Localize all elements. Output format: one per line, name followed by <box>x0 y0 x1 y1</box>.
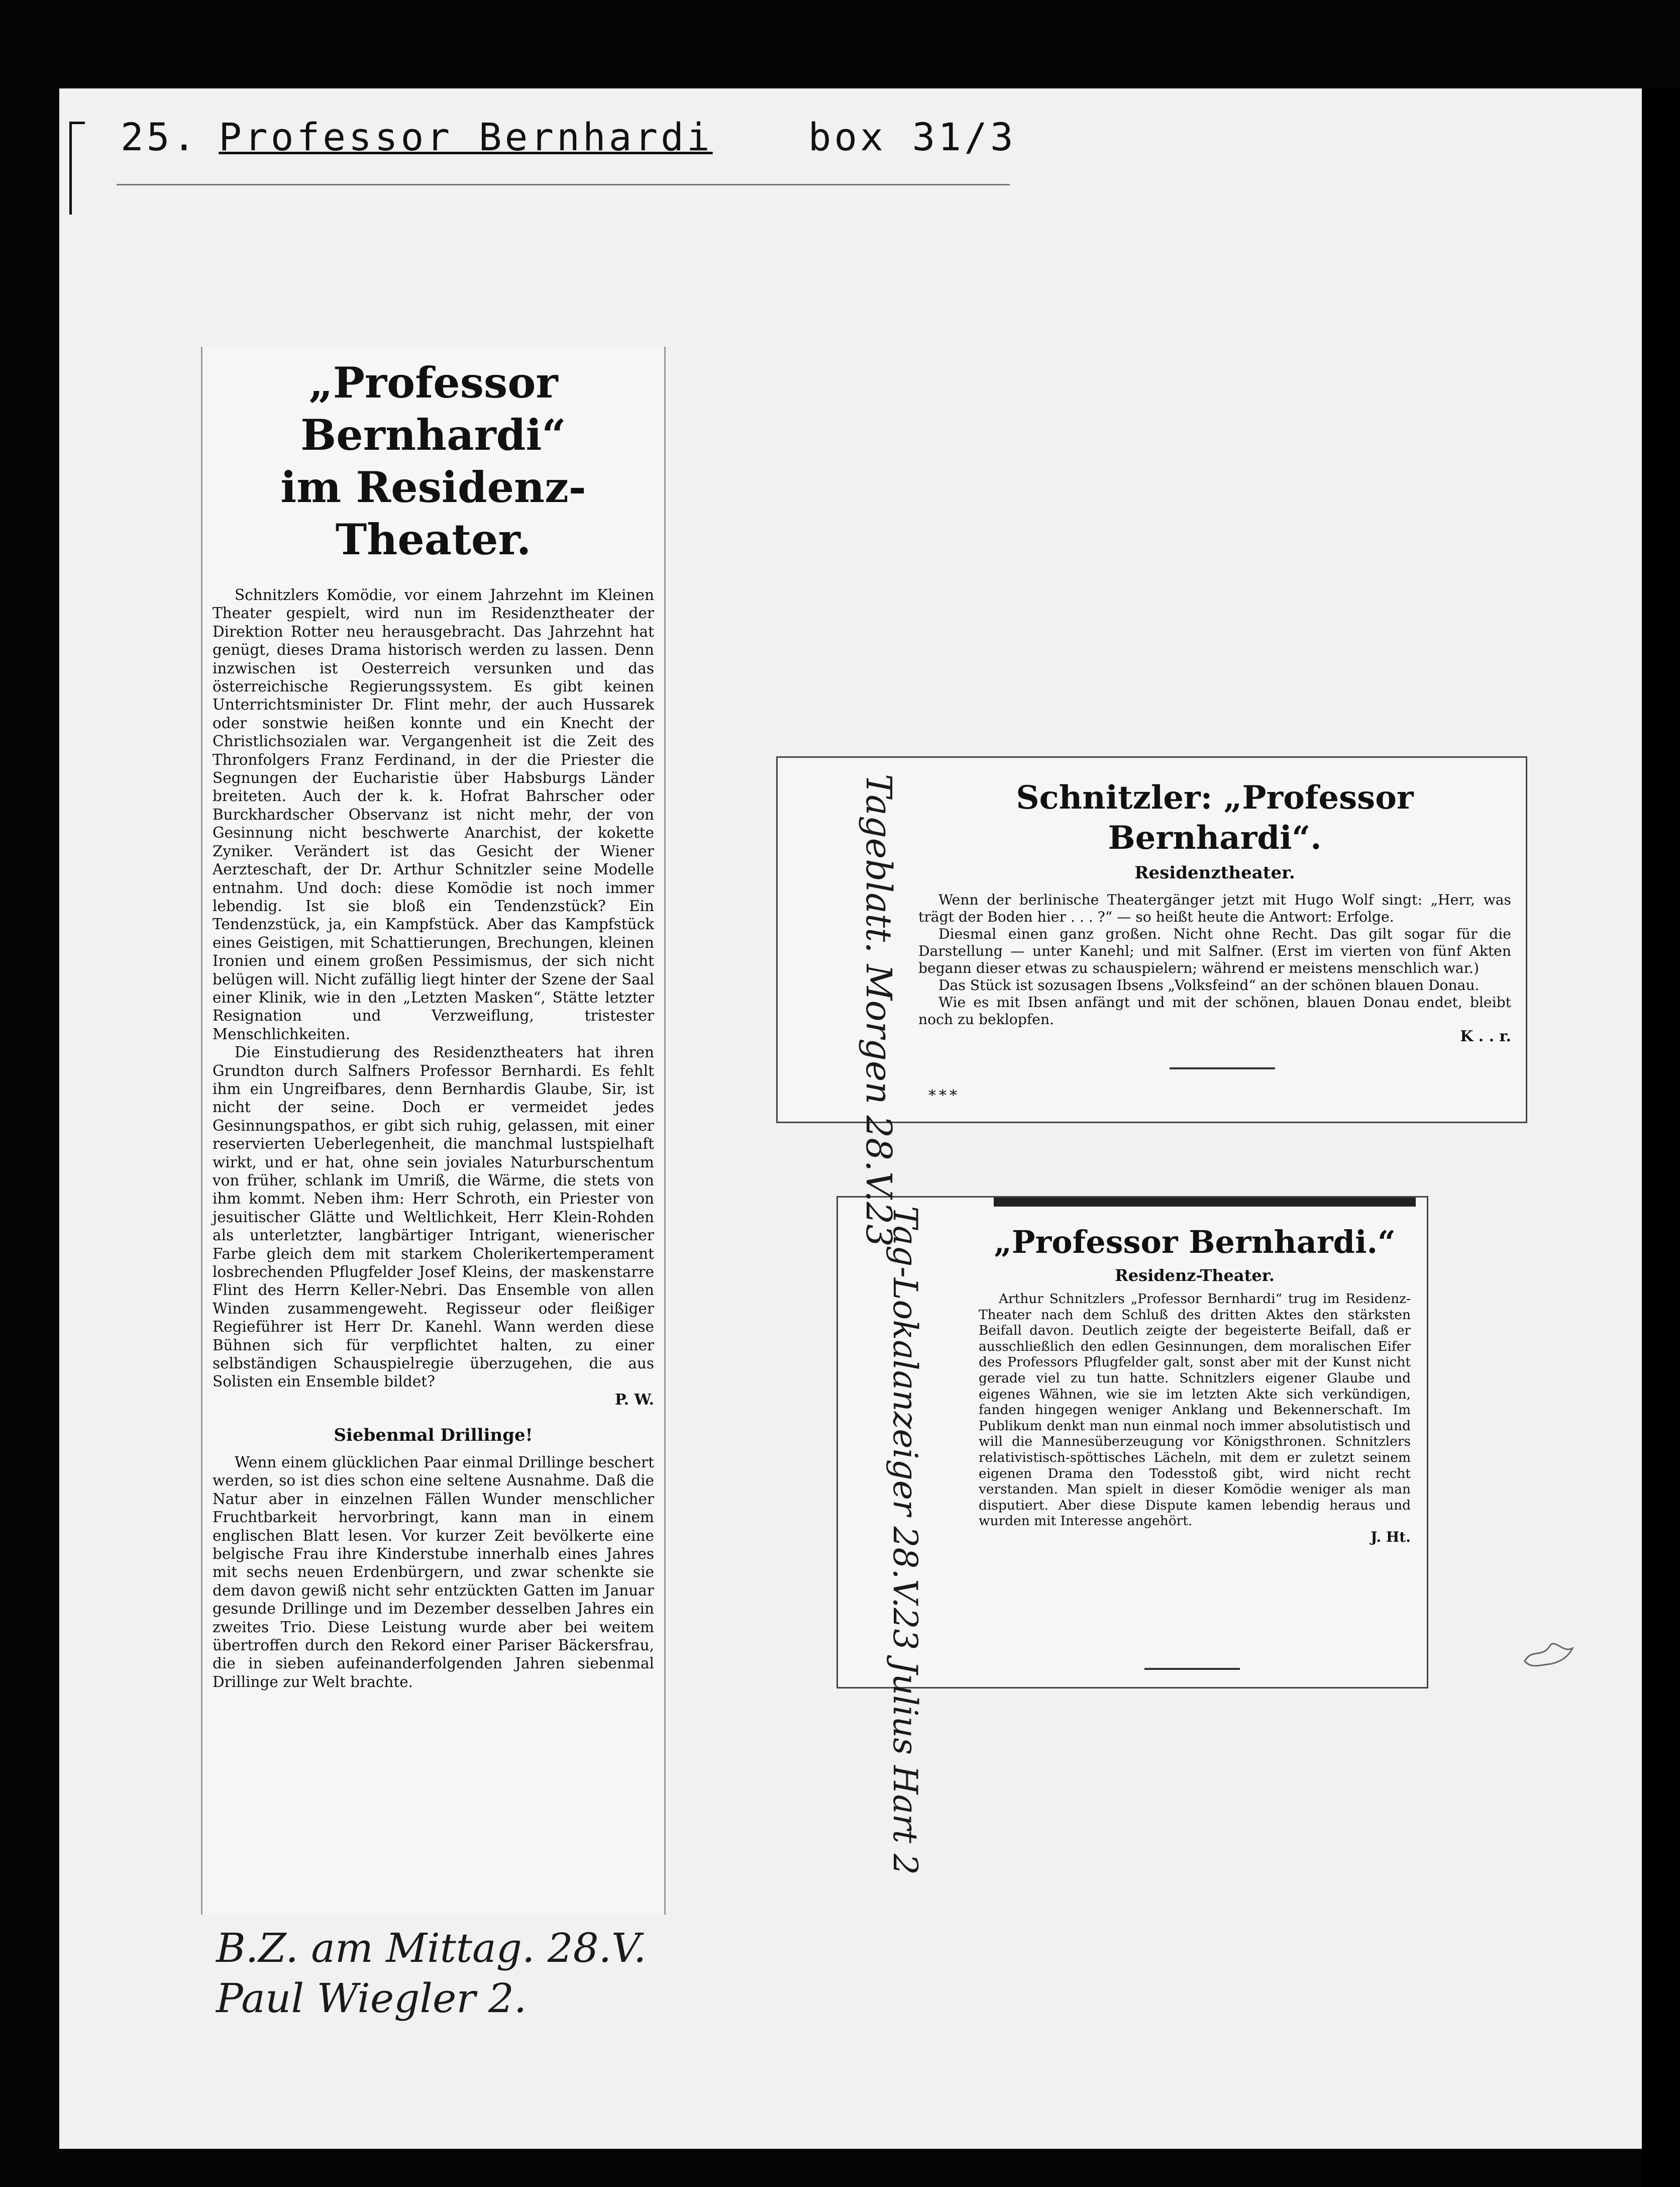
header-box: box 31/3 <box>808 115 1016 159</box>
signature: K . . r. <box>1460 1028 1511 1045</box>
clipping-text <box>918 778 1511 1045</box>
clipping-body <box>979 1291 1411 1545</box>
paragraph: Die Einstudierung des Residenztheaters hat ihren Grundton durch Salfners Professor Bernhardi. Es fehlt ihm ein Ungreifbares, denn Bernhardis Glaube, Sir, ist nicht der seine. Doch er vermeidet jedes Gesinnungspathos, er gibt sich ruhig, gelassen, mit einer reservierten Ueberlegenheit, die manchmal lustspielhaft wirkt, und er hat, ohne sein joviales Naturburschentum von früher, schlank im Umriß, die Wärme, die stets von ihm kommt. Neben ihm: Herr Schroth, ein Priester von jesuitischer Glätte und Weltlichkeit, Herr Klein-Rohden als unterletzter, langbärtiger Intrigant, wienerischer Farbe gleich dem mit starkem Cholerikertemperament losbrechenden Pflugfelder Josef Kleins, der maskenstarre Flint des Herrn Keller-Nebri. Das Ensemble von allen Winden zusammengeweht. Regisseur oder fleißiger Regieführer ist Herr Dr. Kanehl. Wann werden diese Bühnen sich für verpflichtet halten, zu einer selbständigen Schauspielregie überzugehen, die aus Solisten ein Ensemble bildet? <box>213 1044 654 1390</box>
paragraph: Das Stück ist sozusagen Ibsens „Volksfeind“ an der schönen blauen Donau. <box>938 977 1480 993</box>
header-title: Professor Bernhardi <box>219 115 713 159</box>
clipping-edge <box>994 1198 1416 1207</box>
signature: J. Ht. <box>1371 1528 1411 1545</box>
handwritten-note-top-right: Tageblatt. Morgen 28.V.23 <box>858 774 899 1247</box>
paragraph: Wenn einem glücklichen Paar einmal Drillinge beschert werden, so ist dies schon eine seltene Ausnahme. Daß die Natur aber in einzelnen Fällen Wunder menschlicher Fruchtbarkeit hervorbringt, kann man in einem englischen Blatt lesen. Vor kurzer Zeit bevölkerte eine belgische Frau ihre Kinderstube innerhalb eines Jahres mit sechs neuen Erdenbürgern, und zwar schenkte sie dem davon gewiß nicht sehr entzückten Gatten im Januar gesunde Drillinge und im Dezember desselben Jahres ein zweites Trio. Diese Leistung wurde aber bei weitem übertroffen durch den Rekord einer Pariser Bäckersfrau, die in sieben aufeinanderfolgenden Jahren siebenmal Drillinge zur Welt brachte. <box>213 1453 654 1691</box>
paragraph: Arthur Schnitzlers „Professor Bernhardi“ trug im Residenz-Theater nach dem Schluß des dritten Aktes den stärksten Beifall davon. Deutlich zeigte der begeisterte Beifall, daß er ausschließlich den edlen Gesinnungen, dem moralischen Eifer des Professors Pflugfelder galt, sonst aber mit der Kunst nicht gerade viel zu tun hatte. Schnitzlers eigener Glaube und eigenes Wähnen, wie sie im letzten Akte sich verkündigen, fanden hingegen weniger Anklang und Bekennerschaft. Im Publikum denkt man nun einmal noch immer absolutistisch und will die Mannesüberzeugung vor Königsthronen. Schnitzlers relativistisch-spöttisches Lächeln, mit dem er zuletzt seinem eigenen Drama den Todesstoß gibt, wird nicht recht verstanden. Man spielt in dieser Komödie weniger als man disputiert. Aber diese Dispute kamen lebendig heraus und wurden mit Interesse angehört. <box>979 1291 1411 1529</box>
divider-rule <box>1170 1067 1275 1069</box>
film-border <box>1642 88 1680 2187</box>
signature: P. W. <box>615 1390 654 1409</box>
paragraph: Diesmal einen ganz großen. Nicht ohne Recht. Das gilt sogar für die Darstellung — unter Kanehl; und mit Salfner. (Erst im vierten von fünf Akten begann dieser etwas zu schauspielern; während er meistens menschlich war.) <box>918 926 1511 976</box>
handwritten-note-bottom-right: Tag-Lokalanzeiger 28.V.23 Julius Hart 2 <box>886 1206 924 1875</box>
headline-line2: im Residenz-Theater. <box>280 462 586 564</box>
divider-rule <box>1144 1668 1240 1670</box>
paragraph: Wie es mit Ibsen anfängt und mit der schönen, blauen Donau endet, bleibt noch zu beklopfen. <box>918 994 1511 1028</box>
header-number: 25. <box>121 115 199 159</box>
pencil-scribble <box>1522 1633 1578 1673</box>
clipping-body <box>918 891 1511 1045</box>
clipping-subheadline: Residenztheater. <box>1134 863 1295 883</box>
header-rule <box>117 184 1010 185</box>
clipping-bottom-right <box>836 1196 1428 1688</box>
clipping-main <box>201 347 666 1915</box>
clipping-main-body <box>213 586 654 1691</box>
paragraph: Wenn der berlinische Theatergänger jetzt mit Hugo Wolf singt: „Herr, was trägt der Boden hier . . . ?“ — so heißt heute die Antwort: Erfolge. <box>918 891 1511 925</box>
archive-header <box>121 115 1016 159</box>
clipping-main-headline <box>213 357 654 566</box>
corner-bracket <box>69 122 85 215</box>
clipping-subheadline: Residenz-Theater. <box>1115 1266 1275 1285</box>
headline-line1: „Professor Bernhardi“ <box>300 358 566 460</box>
clipping-headline: „Professor Bernhardi.“ <box>994 1224 1396 1260</box>
handwritten-author-note: Paul Wiegler 2. <box>216 1975 527 2022</box>
paragraph: Schnitzlers Komödie, vor einem Jahrzehnt im Kleinen Theater gespielt, wird nun im Residenztheater der Direktion Rotter neu herausgebracht. Das Jahrzehnt hat genügt, dieses Drama historisch werden zu lassen. Denn inzwischen ist Oesterreich versunken und das österreichische Regierungssystem. Es gibt keinen Unterrichtsminister Dr. Flint mehr, der auch Hussarek oder sonstwie heißen konnte und ein Knecht der Christlichsozialen war. Vergangenheit ist die Zeit des Thronfolgers Franz Ferdinand, in der die Priester die Segnungen der Eucharistie über Habsburgs Länder breiteten. Auch der k. k. Hofrat Bahrscher oder Burckhardscher Observanz ist nicht mehr, der von Gesinnung nicht beschwerte Anarchist, der kokette Zyniker. Verändert ist das Gesicht der Wiener Aerzteschaft, der Dr. Arthur Schnitzler seine Modelle entnahm. Und doch: diese Komödie ist noch immer lebendig. Ist sie bloß ein Tendenzstück? Ein Tendenzstück, ja, ein Kampfstück. Aber das Kampfstück eines Geistigen, mit Schattierungen, Brechungen, kleinen Ironien und einem großen Pessimismus, der sich nicht belügen will. Nicht zufällig liegt hinter der Szene der Saal einer Klinik, wie in den „Letzten Masken“, Stätte letzter Resignation und Verzweiflung, tristester Menschlichkeiten. <box>213 586 654 1043</box>
stars: *** <box>928 1087 960 1105</box>
second-headline: Siebenmal Drillinge! <box>334 1425 533 1445</box>
clipping-headline: Schnitzler: „Professor Bernhardi“. <box>1016 779 1414 857</box>
handwritten-source-note: B.Z. am Mittag. 28.V. <box>216 1925 647 1971</box>
clipping-text <box>979 1223 1411 1545</box>
